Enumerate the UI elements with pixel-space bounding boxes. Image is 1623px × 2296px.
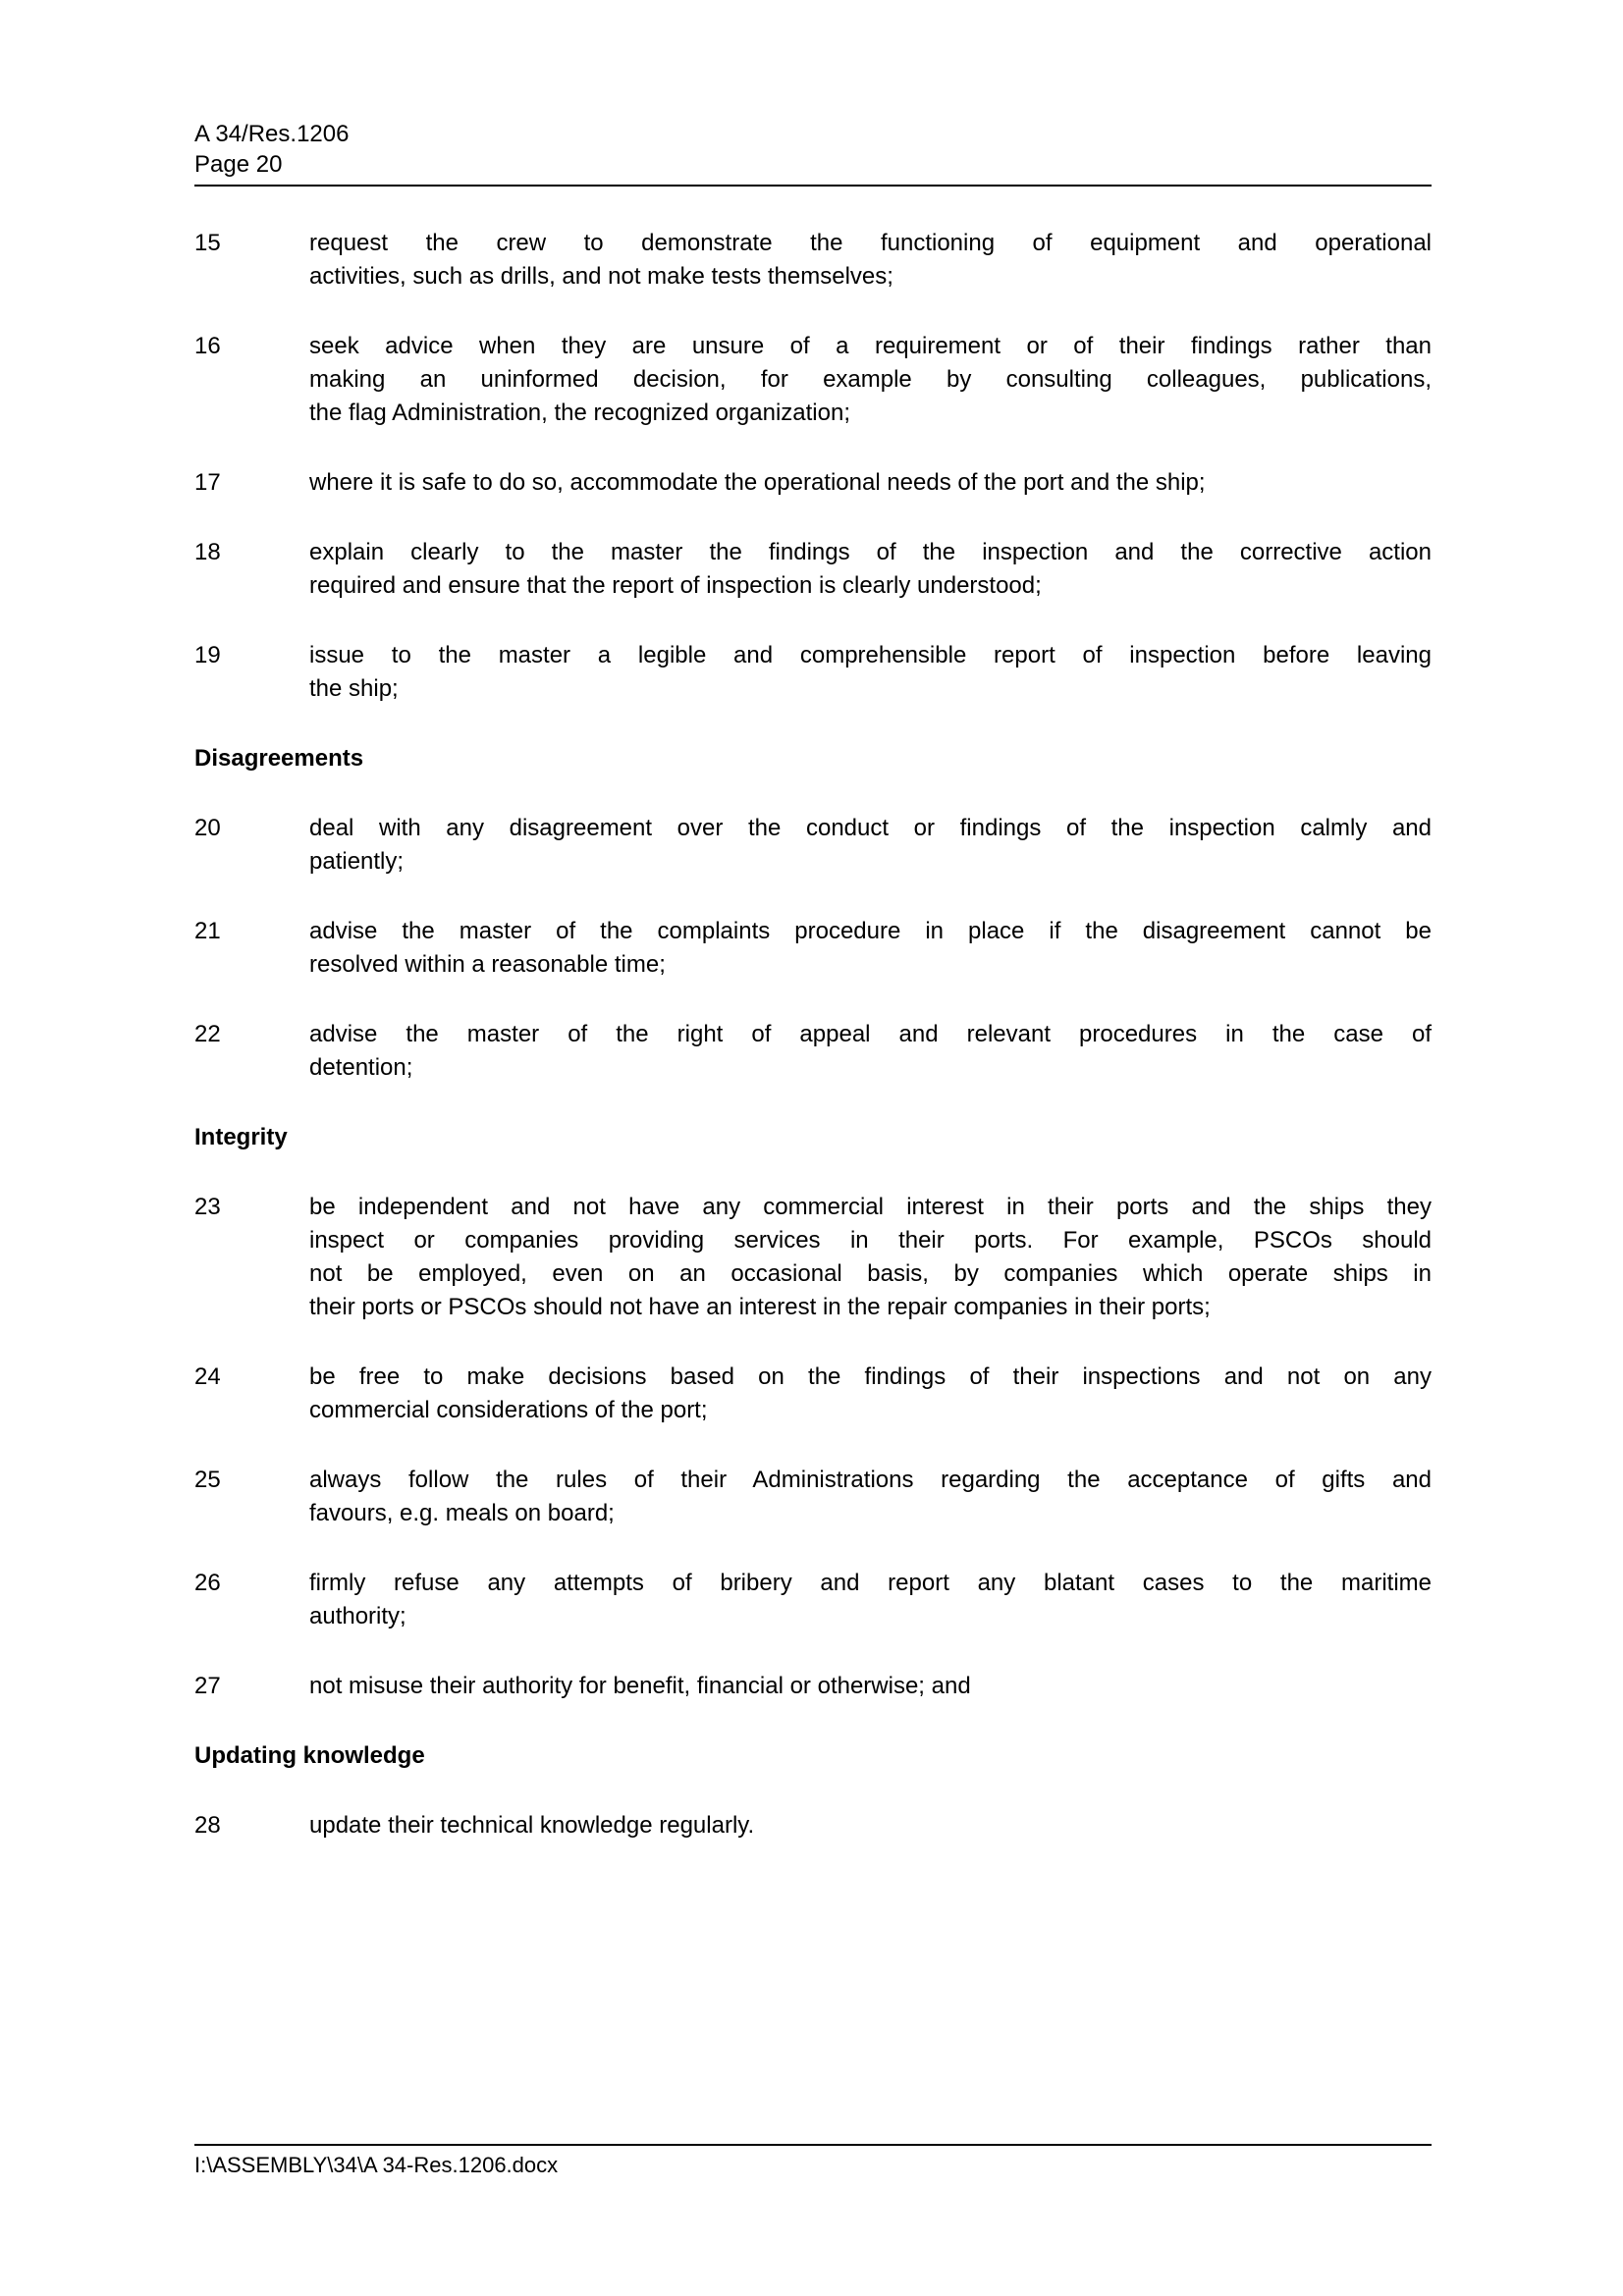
numbered-paragraph xyxy=(194,1670,1432,1703)
paragraph-line: explain clearly to the master the findings of the inspection and the corrective action xyxy=(309,539,1432,565)
numbered-paragraph xyxy=(194,227,1432,294)
numbered-paragraph xyxy=(194,812,1432,879)
paragraph-line: commercial considerations of the port; xyxy=(309,1397,708,1423)
paragraph-line: the flag Administration, the recognized organization; xyxy=(309,400,851,426)
numbered-paragraph xyxy=(194,1464,1432,1530)
paragraph-number: 15 xyxy=(194,230,221,256)
paragraph-line: always follow the rules of their Administrations regarding the acceptance of gifts and xyxy=(309,1467,1432,1493)
numbered-paragraph xyxy=(194,466,1432,500)
section-heading: Updating knowledge xyxy=(194,1742,425,1769)
paragraph-line: where it is safe to do so, accommodate the operational needs of the port and the ship; xyxy=(309,469,1206,496)
paragraph-line: request the crew to demonstrate the functioning of equipment and operational xyxy=(309,230,1432,256)
paragraph-line: their ports or PSCOs should not have an interest in the repair companies in their ports; xyxy=(309,1294,1211,1320)
section-heading: Disagreements xyxy=(194,745,364,772)
paragraph-number: 24 xyxy=(194,1363,221,1390)
paragraph-line: advise the master of the complaints procedure in place if the disagreement cannot be xyxy=(309,918,1432,944)
paragraph-number: 27 xyxy=(194,1673,221,1699)
paragraph-line: not misuse their authority for benefit, financial or otherwise; and xyxy=(309,1673,971,1699)
paragraph-number: 22 xyxy=(194,1021,221,1047)
paragraph-line: not be employed, even on an occasional basis, by companies which operate ships in xyxy=(309,1260,1432,1287)
paragraph-line: issue to the master a legible and comprehensible report of inspection before leaving xyxy=(309,642,1432,668)
content-list xyxy=(194,227,1432,1879)
paragraph-number: 21 xyxy=(194,918,221,944)
paragraph-line: inspect or companies providing services in their ports. For example, PSCOs should xyxy=(309,1227,1432,1254)
paragraph-line: firmly refuse any attempts of bribery and report any blatant cases to the maritime xyxy=(309,1570,1432,1596)
numbered-paragraph xyxy=(194,536,1432,603)
paragraph-line: patiently; xyxy=(309,848,405,875)
numbered-paragraph xyxy=(194,915,1432,982)
paragraph-number: 28 xyxy=(194,1812,221,1839)
paragraph-number: 17 xyxy=(194,469,221,496)
paragraph-line: be independent and not have any commercial interest in their ports and the ships they xyxy=(309,1194,1432,1220)
paragraph-line: update their technical knowledge regularly. xyxy=(309,1812,755,1839)
paragraph-line: authority; xyxy=(309,1603,406,1629)
paragraph-number: 23 xyxy=(194,1194,221,1220)
paragraph-line: activities, such as drills, and not make tests themselves; xyxy=(309,263,893,290)
paragraph-line: resolved within a reasonable time; xyxy=(309,951,666,978)
numbered-paragraph xyxy=(194,1567,1432,1633)
paragraph-line: advise the master of the right of appeal and relevant procedures in the case of xyxy=(309,1021,1432,1047)
paragraph-number: 26 xyxy=(194,1570,221,1596)
footer-file-path: I:\ASSEMBLY\34\A 34-Res.1206.docx xyxy=(194,2153,559,2177)
page-footer xyxy=(194,2144,1432,2178)
paragraph-line: making an uninformed decision, for example by consulting colleagues, publications, xyxy=(309,366,1432,393)
numbered-paragraph xyxy=(194,330,1432,430)
paragraph-line: be free to make decisions based on the findings of their inspections and not on any xyxy=(309,1363,1432,1390)
paragraph-number: 25 xyxy=(194,1467,221,1493)
document-reference: A 34/Res.1206 xyxy=(194,121,350,147)
page-header xyxy=(194,119,1432,187)
numbered-paragraph xyxy=(194,639,1432,706)
numbered-paragraph xyxy=(194,1809,1432,1842)
numbered-paragraph xyxy=(194,1018,1432,1085)
paragraph-line: required and ensure that the report of inspection is clearly understood; xyxy=(309,572,1042,599)
numbered-paragraph xyxy=(194,1361,1432,1427)
paragraph-line: the ship; xyxy=(309,675,399,702)
section-heading: Integrity xyxy=(194,1124,288,1150)
numbered-paragraph xyxy=(194,1191,1432,1324)
paragraph-line: favours, e.g. meals on board; xyxy=(309,1500,615,1526)
paragraph-line: detention; xyxy=(309,1054,413,1081)
paragraph-number: 16 xyxy=(194,333,221,359)
page-number-label: Page 20 xyxy=(194,151,283,178)
paragraph-number: 20 xyxy=(194,815,221,841)
paragraph-line: deal with any disagreement over the conduct or findings of the inspection calmly and xyxy=(309,815,1432,841)
paragraph-number: 19 xyxy=(194,642,221,668)
paragraph-line: seek advice when they are unsure of a requirement or of their findings rather than xyxy=(309,333,1432,359)
paragraph-number: 18 xyxy=(194,539,221,565)
